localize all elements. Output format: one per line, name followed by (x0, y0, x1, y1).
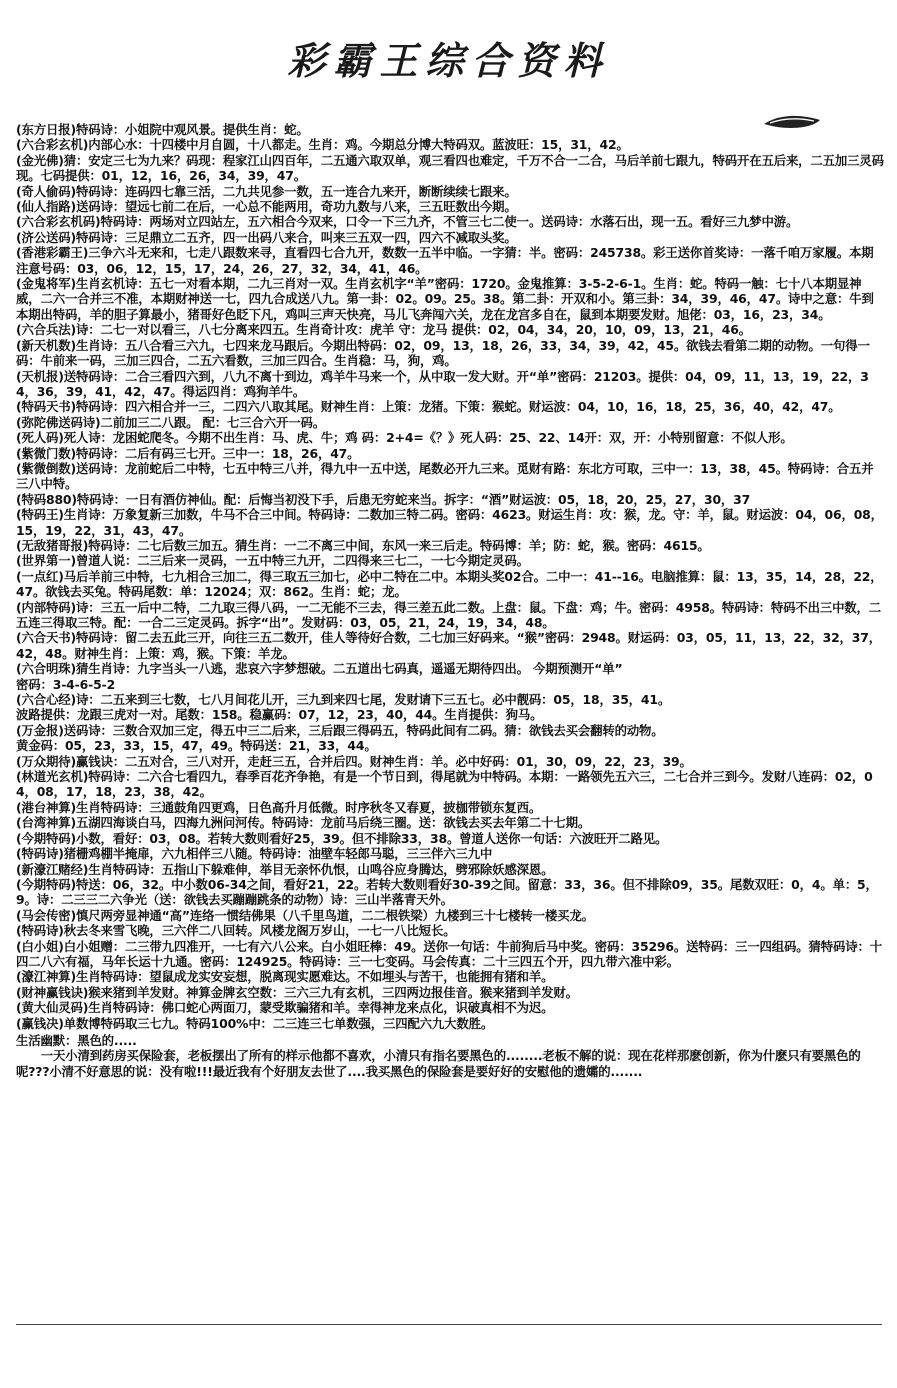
entry-paragraph: (六合彩玄机)内部心水：十四楼中月自圆，十八都走。生肖：鸡。今期总分博大特码双。蓝波旺：15，31，42。 (16, 137, 629, 153)
entry-paragraph: (内部特码)诗：三五一后中二特，二九取三得八码，一二无能不三去，得三差五此二数。上盘：鼠。下盘：鸡；牛。密码：4958。特码诗：特码不出三中数，二五连三得取三特。配：一合二三定灵码。拆字“出”。发财码：03，05，21，24，19，34，48。 (16, 599, 882, 630)
entry-paragraph: 波路提供：龙跟三虎对一对。尾数：158。稳赢码：07，12，23，40，44。生肖提供：狗马。 (16, 707, 543, 723)
entry-paragraph: (林道光玄机)特码诗：二六合七看四九，春季百花齐争艳，有是一个节日到，得尾就为中特码。本期：一路领先五六三，二七合并三到今。发财八连码：02，04，08，17，18，23，38，42。 (16, 769, 873, 800)
entry-paragraph: (一点红)马后羊前三中特，七九相合三加二，得三取五三加七，必中二特在二中。本期头奖02合。二中一：41--16。电脑推算：鼠：13，35，14，28，22，47。欲钱去买兔。特码尾数：单：12024；双：862。生肖：蛇；龙。 (16, 568, 883, 600)
content-body (16, 122, 884, 1079)
entry-paragraph: (特码天书)特码诗：四六相合并一三，二四六八取其尾。财神生肖：上策：龙猪。下策：猴蛇。财运波：04，10，16，18，25，36，40，42，47。 (16, 399, 841, 415)
page-title: 彩霸王综合资料 (287, 38, 610, 83)
entry-paragraph: (特码诗)猪栅鸡棚半掩扉，六九相伴三八随。特码诗：油壁车轻郎马聪，三三伴六三九中 (16, 846, 493, 862)
entry-paragraph: (马会传密)慎尺两旁显神通“高”连络一惯结佛果（八千里鸟道，二二根铁梁）九楼到三十七楼转一楼买龙。 (16, 907, 594, 923)
entry-paragraph: (六合兵法)诗：二七一对以看三，八七分离来四五。生肖奇计攻：虎羊 守：龙马 提供：02，04，34，20，10，09，13，21，46。 (16, 322, 751, 338)
entry-paragraph: (紫微倒数)送码诗：龙前蛇后二中特，七五中特三八并，得九中一五中送，尾数必开九三来。觅财有路：东北方可取，三中一：13，38，45。特码诗：合五并三八中特。 (16, 460, 874, 492)
entry-paragraph: (六合天书)特码诗：留二去五此三开，向往三五二数开，佳人等待好合数，二七加三好码来。“猴”密码：2948。财运码：03，05，11，13，22，32，37，42，48。财神生肖：上策：鸡，猴。下策：羊龙。 (16, 630, 881, 661)
entry-paragraph: (济公送码)特码诗：三足鼎立二五齐，四一出码八来合，叫来三五双一四，四六不减取头奖。 (16, 229, 517, 245)
entry-paragraph: (特码王)生肖诗：万象复新三加数，牛马不合三中间。特码诗：二数加三特二码。密码：4623。财运生肖：攻：猴，龙。守：羊，鼠。财运波：04，06，08，15，19，22，31，43，47。 (16, 507, 883, 538)
entry-paragraph: (台湾神算)五湖四海谈白马，四海九洲问河传。特码诗：龙前马后绕三圈。送：欲钱去买去年第二十七期。 (16, 815, 591, 831)
entry-paragraph: (特码诗)秋去冬来雪飞晚，三六伴二八回转。风楼龙阁万岁山，一七一八比短长。 (16, 923, 456, 939)
entry-paragraph: (弥陀佛送码诗)二前加三二八跟。 配：七三合六开一码。 (16, 414, 325, 430)
entry-paragraph: 密码：3-4-6-5-2 (16, 676, 116, 692)
entry-paragraph: (万金报)送码诗：三数合双加三定，得五中三二后来，三后跟三得码五，特码此间有二码。猜：欲钱去买会翻转的动物。 (16, 722, 664, 738)
entry-paragraph: (特码880)特码诗：一日有酒仿神仙。配：后悔当初没下手，后患无穷蛇来当。拆字：“酒”财运波：05，18，20，25，27，30，37 (16, 491, 751, 507)
entry-paragraph: (濠江神算)生肖特码诗：望鼠成龙实安妄想，脱离现实愿难达。不如埋头与苦干，也能拥有猪和羊。 (16, 969, 554, 985)
entry-paragraph: (赢钱决)单数博特码取三七九。特码100%中：二三连三七单数强，三四配六九大数胜。 (16, 1015, 494, 1031)
entry-paragraph: (今期特码)特送：06，32。中小数06-34之间，看好21，22。若转大数则看好30-39之间。留意：33，36。但不排除09，35。尾数双旺：0，4。单：5，9。诗：二三三二六争光（送：欲钱去买蹦蹦跳条的动物）诗：三山半落青天外。 (16, 876, 878, 908)
entry-paragraph: (港台神算)生肖特码诗：三通鼓角四更鸡，日色高升月低微。时序秋冬又春夏，披枷带锁东复西。 (16, 799, 542, 815)
story-title: 生活幽默：黑色的..... (16, 1032, 137, 1048)
entry-paragraph: (黄大仙灵码)生肖特码诗：佛口蛇心两面刀，蒙受欺骗猪和羊。幸得神龙来点化，识破真相不为迟。 (16, 1000, 554, 1016)
bottom-divider (16, 1324, 882, 1325)
entry-paragraph: 黄金码：05，23，33，15，47，49。特码送：21，33，44。 (16, 738, 377, 754)
entry-paragraph: (新濠江赌经)生肖特码诗：五指山下躲难伸，举目无亲怀仇恨，山鸣谷应身腾达，劈邪除妖感深恩。 (16, 861, 554, 877)
entry-paragraph: (今期特码)小数，看好：03，08。若转大数则看好25，39。但不排除33，38。曾道人送你一句话：六波旺开二路见。 (16, 830, 668, 846)
entry-paragraph: (奇人偷码)特码诗：连码四七靠三活，二九共见参一数，五一连合九来开，断断续续七跟来。 (16, 183, 517, 199)
entry-paragraph: (世界第一)曾道人说：二三后来一灵码，一五中特三九开，二四得来三七二，一七今期定灵码。 (16, 553, 529, 569)
entry-paragraph: (无敌猪哥报)特码诗：二七后数三加五。猜生肖：一二不离三中间，东风一来三后走。特码博：羊；防：蛇，猴。密码：4615。 (16, 537, 710, 553)
entries-list (16, 122, 884, 1031)
entry-paragraph: (白小姐)白小姐赠：二三带九四准开，一七有六八公来。白小姐旺棒：49。送你一句话：牛前狗后马中奖。密码：35296。送特码：三一四组码。猜特码诗：十四二八六有福，马年长运十九通。密码：124925。特码诗：三一七变码。马会传真：二十三四五个开，四九带六准中彩。 (16, 938, 882, 969)
entry-paragraph: (万众期待)赢钱诀：二五对合，三八对开，走赶三五，合并后四。财神生肖：羊。必中好码：01，30，09，22，23，39。 (16, 753, 692, 769)
entry-paragraph: (天机报)送特码诗：二合三看四六到，八九不离十到边，鸡羊牛马来一个，从中取一发大财。开“单”密码：21203。提供：04，09，11，13，19，22，34，36，39，41，42，47。得运四肖：鸡狗羊牛。 (16, 368, 869, 399)
entry-paragraph: (六合彩玄机码)特码诗：两场对立四站左，五六相合今双来，口令一下三九齐，不管三七二使一。送码诗：水落石出，现一五。看好三九梦中游。 (16, 214, 799, 230)
entry-paragraph: (香港彩霸王)三争六斗无来和，七走八跟数来寻，直看四七合九开，数数一五半中临。一字猜：半。密码：245738。彩王送你首奖诗：一落千咱万家履。本期注意号码：03，06，12，15，17，24，26，27，32，34，41，46。 (16, 245, 874, 276)
entry-paragraph: (新天机数)生肖诗：五八合看三六九，七四来龙马跟后。今期出特码：02，09，13，18，26，33，34，39，42，45。欲钱去看第二期的动物。一句得一码：牛前来一码，三加三四合，二五六看数，三加三四合。生肖稳：马，狗，鸡。 (16, 337, 870, 369)
story-text: 一天小清到药房买保险套，老板摆出了所有的样示他都不喜欢，小清只有指名要黑色的........老板不解的说：现在花样那麽创新，你为什麽只有要黑色的呢???小清不好意思的说：没有啦!!!最近我有个好朋友去世了....我买黑色的保险套是要好好的安慰他的遗孀的....... (16, 1048, 861, 1079)
entry-paragraph: (六合明珠)猜生肖诗：九字当头一八逃，悲哀六字梦想破。二五道出七码真，遥遥无期待四出。 今期预测开“单” (16, 661, 623, 677)
entry-paragraph: (仙人指路)送码诗：望远七前二在后，一心总不能两用，奇功九数与八来，三五旺数出今期。 (16, 199, 517, 215)
entry-paragraph: (紫微门数)特码诗：二后有码三七开。三中一：18，26，47。 (16, 445, 360, 461)
entry-paragraph: (财神赢钱诀)猴来猪到羊发财。神算金牌玄空数：三六三九有玄机，三四两边报佳音。猴来猪到羊发财。 (16, 984, 578, 1000)
entry-paragraph: (金鬼将军)生肖玄机诗：五七一对看本期，二九三肖对一双。生肖玄机字“羊”密码：1720。金鬼推算：3-5-2-6-1。生肖：蛇。特码一触：七十八本期显神威，二六一合并三不准，本期财神送一七，四九合成送八九。第一卦：02。09。25。38。第二卦：开双和小。第三卦：34，39，46，47。诗中之意：牛到本期出特码，羊的胆子算最小，猪哥好色眨下凡，鸡叫三声天快亮，马儿飞奔闯六关，龙在龙宫多自在，鼠到本期要发财。旭佬：03，16，23，34。 (16, 276, 874, 322)
entry-paragraph: (东方日报)特码诗：小姐院中观风景。提供生肖：蛇。 (16, 122, 309, 137)
entry-paragraph: (金光佛)猜：安定三七为九来？码现：程家江山四百年，二五通六取双单，观三看四也难定，千万不合一二合，马后羊前七跟九，特码开在五后来，二五加三灵码现。七码提供：01，12，16，26，34，39，47。 (16, 152, 884, 184)
entry-paragraph: (六合心经)诗：二五来到三七数，七八月间花儿开，三九到来四七尾，发财请下三五七。必中靓码：05，18，35，41。 (16, 692, 671, 708)
entry-paragraph: (死人码)死人诗：龙困蛇爬冬。今期不出生肖：马、虎、牛；鸡 码：2+4=《？》死人码：25、22、14开：双，开：小特别留意：不似人形。 (16, 430, 793, 446)
